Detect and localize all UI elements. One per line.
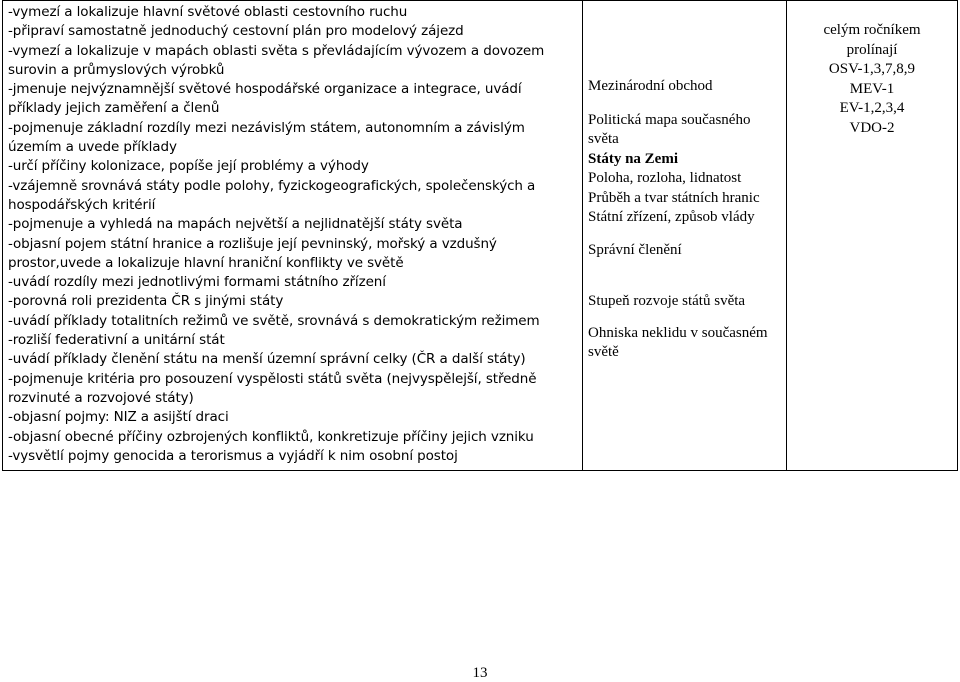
- outcome-line: -uvádí rozdíly mezi jednotlivými formami státního zřízení: [8, 274, 386, 291]
- curriculum-table: [2, 0, 958, 471]
- outcome-line: územím a uvede příklady: [8, 139, 177, 156]
- topic-political-map-cont: světa: [588, 131, 619, 147]
- table-row: [3, 1, 958, 471]
- topic-location: Poloha, rozloha, lidnatost: [588, 170, 742, 186]
- outcome-line: -uvádí příklady totalitních režimů ve světě, srovnává s demokratickým režimem: [8, 312, 540, 329]
- outcome-line: prostor,uvede a lokalizuje hlavní hraniční konflikty ve světě: [8, 254, 404, 271]
- outcome-line: -pojmenuje a vyhledá na mapách největší a nejlidnatější státy světa: [8, 216, 463, 233]
- outcome-line: rozvinuté a rozvojové státy): [8, 389, 194, 406]
- outcome-line: -určí příčiny kolonizace, popíše její problémy a výhody: [8, 158, 369, 175]
- crosscutting-line: EV-1,2,3,4: [839, 100, 905, 116]
- outcome-line: -objasní pojmy: NIZ a asijští draci: [8, 409, 229, 426]
- topic-states-heading: Státy na Zemi: [588, 150, 678, 167]
- topic-international-trade: Mezinárodní obchod: [588, 78, 713, 94]
- crosscutting-line: OSV-1,3,7,8,9: [828, 61, 916, 77]
- outcomes-cell: [3, 1, 583, 471]
- outcome-line: hospodářských kritérií: [8, 196, 156, 213]
- topic-conflict-hotspots-cont: světě: [588, 344, 619, 360]
- outcome-line: -vysvětlí pojmy genocida a terorismus a vyjádří k nim osobní postoj: [8, 447, 458, 464]
- outcome-line: -rozliší federativní a unitární stát: [8, 332, 225, 349]
- outcome-line: -objasní obecné příčiny ozbrojených konfliktů, konkretizuje příčiny jejich vzniku: [8, 428, 534, 445]
- outcome-line: -vymezí a lokalizuje v mapách oblasti světa s převládajícím vývozem a dovozem: [8, 42, 545, 59]
- crosscutting-cell: [787, 1, 958, 471]
- outcome-line: -porovná roli prezidenta ČR s jinými státy: [8, 293, 284, 310]
- topic-government: Státní zřízení, způsob vlády: [588, 209, 755, 225]
- topic-administrative-division: Správní členění: [588, 241, 682, 258]
- topic-borders: Průběh a tvar státních hranic: [588, 189, 760, 206]
- topic-political-map: Politická mapa současného: [588, 111, 751, 128]
- outcome-line: příklady jejich zaměření a členů: [8, 100, 220, 117]
- outcome-line: -objasní pojem státní hranice a rozlišuje její pevninský, mořský a vzdušný: [8, 235, 497, 252]
- outcome-line: -jmenuje nejvýznamnější světové hospodářské organizace a integrace, uvádí: [8, 81, 522, 98]
- outcome-line: surovin a průmyslových výrobků: [8, 61, 225, 78]
- outcome-line: -pojmenuje kritéria pro posouzení vyspělosti států světa (nejvyspělejší, středně: [8, 370, 537, 387]
- crosscutting-line: celým ročníkem: [823, 22, 921, 38]
- outcome-line: -připraví samostatně jednoduchý cestovní plán pro modelový zájezd: [8, 23, 464, 40]
- page-number: 13: [472, 665, 488, 681]
- outcome-line: -vzájemně srovnává státy podle polohy, fyzickogeografických, společenských a: [8, 177, 536, 194]
- outcome-line: -pojmenuje základní rozdíly mezi nezávislým státem, autonomním a závislým: [8, 119, 525, 136]
- topic-conflict-hotspots: Ohniska neklidu v současném: [588, 324, 768, 341]
- crosscutting-line: VDO-2: [849, 119, 895, 136]
- outcome-line: -vymezí a lokalizuje hlavní světové oblasti cestovního ruchu: [8, 4, 408, 20]
- outcome-line: -uvádí příklady členění státu na menší územní správní celky (ČR a další státy): [8, 351, 526, 368]
- topics-cell: [583, 1, 787, 471]
- crosscutting-line: prolínají: [846, 41, 898, 58]
- topic-development-level: Stupeň rozvoje států světa: [588, 293, 746, 309]
- crosscutting-line: MEV-1: [849, 80, 895, 97]
